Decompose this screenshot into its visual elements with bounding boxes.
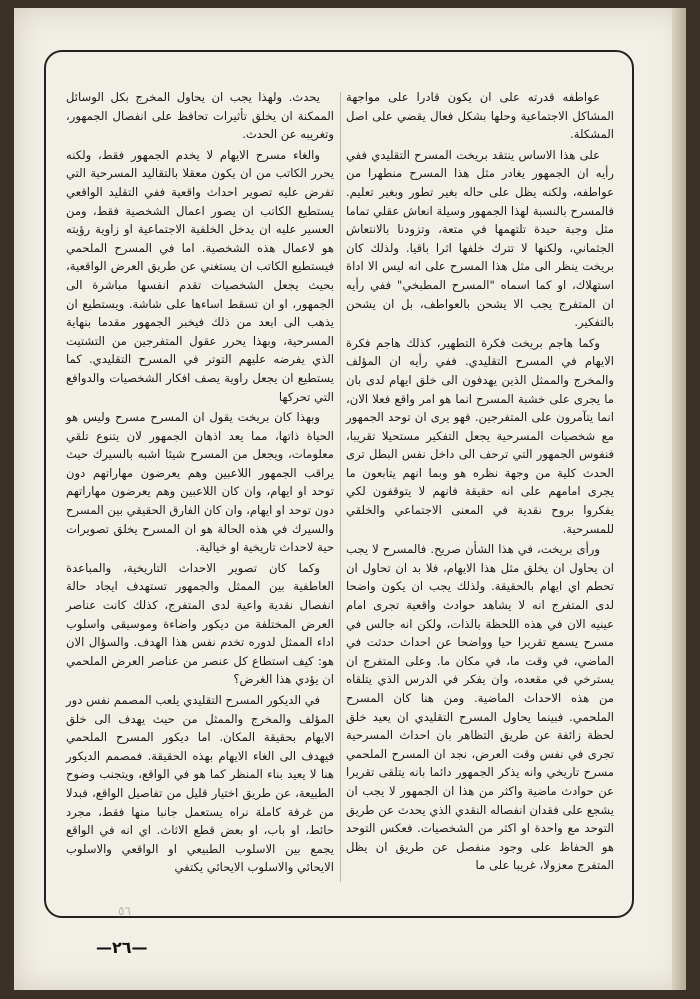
paragraph: وكما هاجم بريخت فكرة التطهير، كذلك هاجم فكرة الايهام في المسرح التقليدي. ففي رأيه ان المؤلف والمخرج والممثل الذين يهدفون الى خلق ايهام لدى بان ما يجرى على خشبة المسرح انما هو امر واقع فعلا الان، انما يتآمرون على المتفرجين. فهو يرى ان توحد الجمهور مع شخصيات المسرحية يجعل التفكير مستحيلا تقريبا، فنفوس الجمهور التي ترحف الى داخل نفس البطل ترى الحدث كلية من وجهة نظره هو وبما انهم يتابعون ما يجرى امامهم على انه حقيقة فانهم لا يتوقفون لكي يفكروا بروح نقدية في المعنى الاجتماعي والخلقي للمسرحية.	[346, 335, 614, 536]
paragraph: والغاء مسرح الايهام لا يخدم الجمهور فقط، ولكنه يحرر الكاتب من ان يكون معقلا بالتقاليد المسرحية التي تفرض عليه تصوير احداث واقعية ففي التقليد الواقعي يستطيع الكاتب ان يصور اعمال الشخصية فقط، ومن العسير عليه ان يدخل الخلفية الاجتماعية او زاوية رؤيته هو لاعمال هذه الشخصية. اما في المسرح الملحمي فيستطيع الكاتب ان يستغني عن طريق العرض الواقعية، بحيث يجعل الشخصيات تقدم انفسها مباشرة الى الجمهور، او ان تسقط اساءها على شاشة. ويستطيع ان يذهب الى ابعد من ذلك فيخبر الجمهور مقدما بنهاية المسرحية، وبهذا يحرر عقول المتفرجين من التشتيت الذي يفرضه عليهم التوتر في المسرح التقليدي. كما يستطيع ان يجعل راوية يصف افكار الشخصيات والدوافع التي تحركها	[66, 147, 334, 404]
page-edge	[672, 8, 686, 990]
paragraph: وبهذا كان بريخت يقول ان المسرح مسرح وليس هو الحياة ذاتها، مما يعد اذهان الجمهور لان يتنوع تلقي معلومات، ويجعل من المسرح شيئا اشبه بالسيرك حيث يراقب الجمهور اللاعبين وهم يعرضون مهاراتهم دون توحد او ايهام، وان كان اللاعبين وهم يعرضون مهاراتهم دون توحد او ايهام، وان كان الفارق الحقيقي بين المسرح والسيرك في هذه الحالة هو ان المسرح يخلق تصويرات حية لاحداث تاريخية او خيالية.	[66, 410, 334, 555]
book-page	[14, 8, 686, 990]
column-divider	[340, 92, 341, 882]
paragraph: وكما كان تصوير الاحداث التاريخية، والمباعدة العاطفية بين الممثل والجمهور تستهدف ايجاد حالة انفصال نقدية واعية لدى المتفرج، كذلك كانت عناصر العرض المختلفة من ديكور واضاءة وموسيقى واسلوب اداء الممثل لدوره تخدم نفس هذا الهدف. والسؤال الان هو: كيف استطاع كل عنصر من عناصر العرض الملحمي ان يؤدي هذا الغرض؟	[66, 560, 334, 687]
text-frame	[44, 50, 634, 918]
paragraph: في الديكور المسرح التقليدي يلعب المصمم نفس دور المؤلف والمخرج والممثل من حيث يهدف الى خلق الايهام بحقيقة المكان. اما ديكور المسرح الملحمي فيهدف الى الغاء الايهام بهذه الحقيقة. فمصمم الديكور هنا لا يعيد بناء المنظر كما هو في الواقع، ويتجنب وضوح الطبيعة، عن طريق اختيار قليل من تفاصيل الواقع، فبدلا من غرفة كاملة نراه يستعمل جانبا منها فقط، مجرد حائط، او باب، او بعض قطع الاثاث. اي انه في الواقع يجمع بين الاسلوب الطبيعي او الواقعي والاسلوب الايحائي والاسلوب الايحائي يكتفي	[66, 693, 334, 875]
right-column	[346, 88, 614, 877]
paragraph: يحدث. ولهذا يجب ان يحاول المخرج بكل الوسائل الممكنة ان يخلق تأثيرات تحافظ على انفصال الجمهور، وتغريبه عن الحدث.	[66, 90, 334, 142]
bleed-through-page-number: ٥٦	[118, 904, 131, 918]
paragraph: على هذا الاساس ينتقد بريخت المسرح التقليدي ففي رأيه ان الجمهور يغادر مثل هذا المسرح منطهرا من عواطفه، ولكنه يظل على حاله بغير تطور وبغير تعليم. فالمسرح بالنسبة لهذا الجمهور وسيلة انعاش عقلي تماما مثل وجبة حيدة تلتهمها في متعة، وتزودنا بالانتعاش الجثماني، ولكنها لا تترك خلفها اثرا باقيا. ولذلك كان بريخت ينظر الى مثل هذا المسرح على انه ليس الا اداة استهلاك، او كما اسماه "المسرح المطبخي" ففي رأيه ان المتفرج يجب الا يشحن بالعواطف، بل ان يشحن بالتفكير.	[346, 147, 614, 330]
page-number: —٢٦—	[96, 938, 148, 957]
paragraph: ورأى بريخت، في هذا الشأن صريح. فالمسرح لا يجب ان يحاول ان يخلق مثل هذا الايهام، فلا بد ان تحاول ان تحطم اي ايهام بالحقيقة. ولذلك يجب ان يكون واضحا لدى المتفرج انه لا يشاهد حوادث واقعية تجرى امام عينيه الان في هذه اللحظة بالذات، ولكن انه جالس في مسرح يسمع تقريرا حيا وواضحا عن احداث حدثت في الماضي، في وقت ما، في مكان ما. وعلى المتفرج ان يسترخي في مقعده، وان يفكر في الدرس الذي يتلقاه من هذه الاحداث الماضية. ومن هنا كان المسرح الملحمي. فبينما يحاول المسرح التقليدي ان يعيد خلق لحظة زائفة عن طريق التظاهر بان احداث المسرحية تجرى في نفس وقت العرض، نجد ان المسرح الملحمي مسرح تاريخي وانه يذكر الجمهور دائما بانه يتلقى تقريرا عن حوادث ماضية واكثر من هذا ان الجمهور لا يجب ان يشجع على فقدان انفصاله النقدي الذي يحدث عن طريق التوحد مع واحدة او اكثر من الشخصيات. فعكس التوحد هو الحفاظ على وجود منفصل عن طريق ان يظل المتفرج معزولا، غريبا على ما	[346, 542, 614, 873]
left-column	[66, 88, 334, 879]
paragraph: عواطفه قدرته على ان يكون قادرا على مواجهة المشاكل الاجتماعية وحلها بشكل فعال يقضي على اصل المشكلة.	[346, 90, 614, 142]
